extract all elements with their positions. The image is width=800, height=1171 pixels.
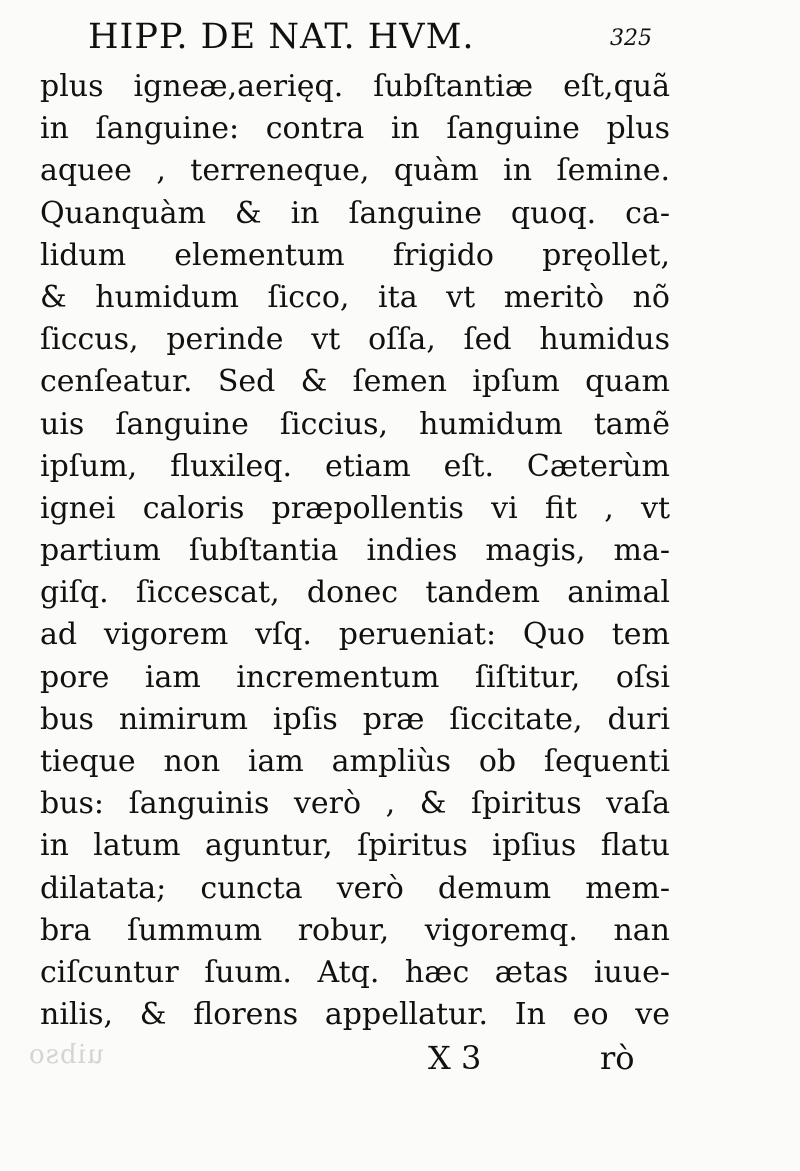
text-line: dilatata; cuncta verò demum mem-	[40, 870, 670, 906]
text-line: ignei caloris præpollentis vi fit , vt	[40, 490, 670, 526]
text-line: in ſanguine: contra in ſanguine plus	[40, 111, 670, 147]
text-line: bus: ſanguinis verò , & ſpiritus vaſa	[40, 786, 670, 822]
text-line: ſiccus, perinde vt oſſa, ſed humidus	[40, 322, 670, 358]
text-line: aquee , terreneque, quàm in ſemine.	[40, 153, 670, 189]
text-line: plus igneæ,aerięq. ſubſtantiæ eſt,quã	[40, 69, 670, 104]
page-number: 325	[610, 26, 652, 51]
show-through-text: uibso	[28, 1040, 104, 1070]
text-line: & humidum ſicco, ita vt meritò nõ	[40, 279, 670, 315]
text-line: Quanquàm & in ſanguine quoq. ca-	[40, 195, 670, 231]
text-line: pore iam incrementum ſiſtitur, oſsi	[40, 659, 670, 695]
text-line: cenſeatur. Sed & ſemen ipſum quam	[40, 364, 670, 400]
text-line: giſq. ſiccescat, donec tandem animal	[40, 575, 670, 611]
text-line: uis ſanguine ſiccius, humidum tamẽ	[40, 406, 670, 442]
text-line: bra ſummum robur, vigoremq. nan	[40, 912, 670, 948]
signature-mark: X 3	[428, 1039, 482, 1077]
text-line: bus nimirum ipſis præ ſiccitate, duri	[40, 701, 670, 737]
running-head: HIPP. DE NAT. HVM.	[88, 17, 475, 57]
text-line: ad vigorem vſq. perueniat: Quo tem	[40, 617, 670, 653]
text-line: nilis, & florens appellatur. In eo ve	[40, 997, 670, 1033]
text-line: tieque non iam ampliùs ob ſequenti	[40, 744, 670, 779]
text-line: in latum aguntur, ſpiritus ipſius flatu	[40, 828, 670, 864]
catchword: rò	[600, 1039, 635, 1077]
text-line: ciſcuntur ſuum. Atq. hæc ætas iuue-	[40, 954, 670, 990]
text-line: lidum elementum frigido pręollet,	[40, 237, 670, 273]
text-line: partium ſubſtantia indies magis, ma-	[40, 533, 670, 569]
body-text	[40, 66, 670, 1036]
text-line: ipſum, fluxileq. etiam eſt. Cæterùm	[40, 448, 670, 484]
